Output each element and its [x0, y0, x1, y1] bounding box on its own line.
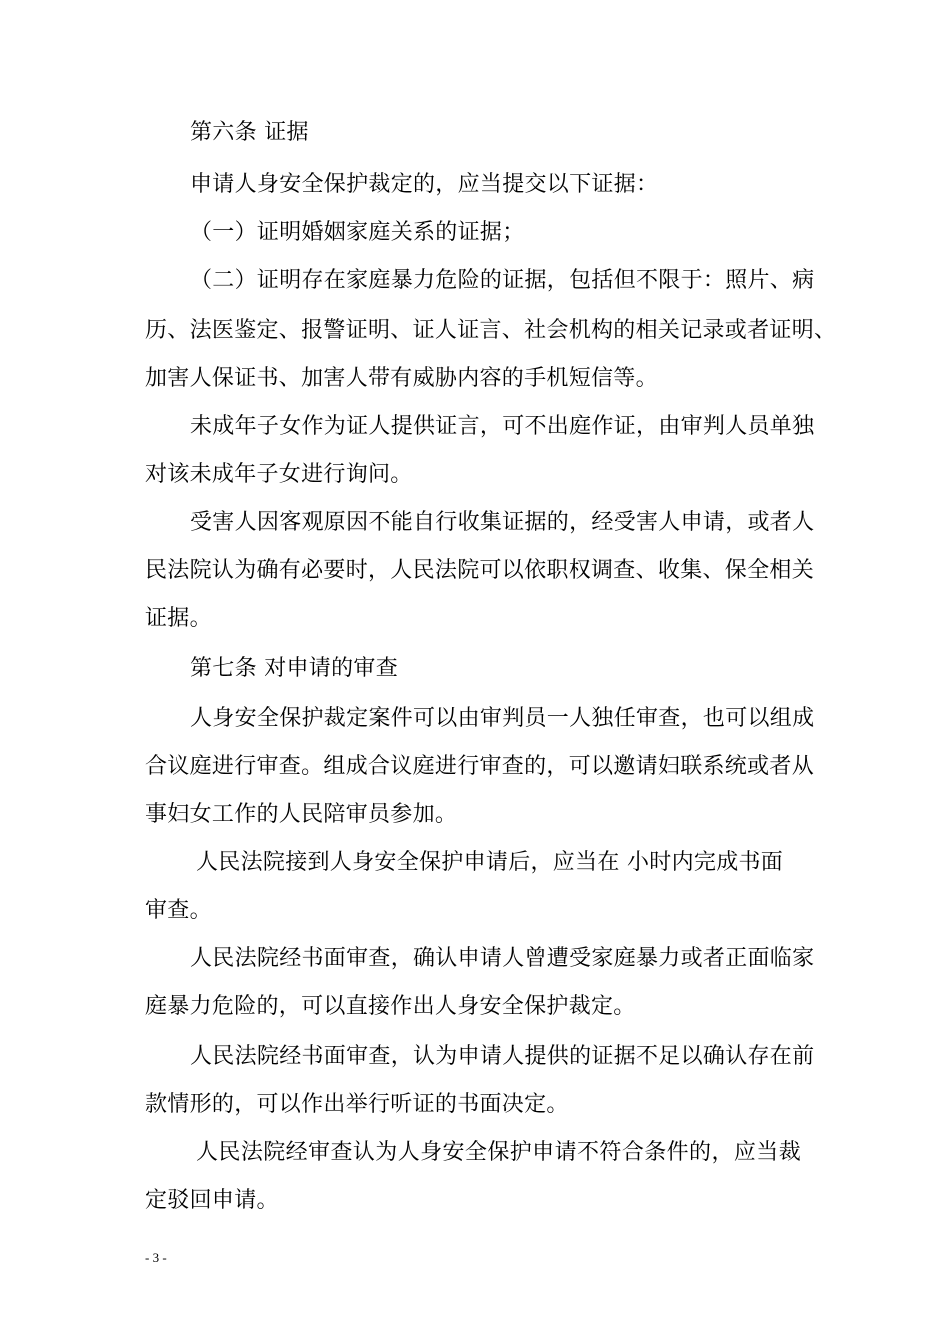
- paragraph-line: 人民法院经审查认为人身安全保护申请不符合条件的，应当裁: [196, 1140, 801, 1165]
- page-number: - 3 -: [145, 1250, 167, 1265]
- paragraph-line: （二）证明存在家庭暴力危险的证据，包括但不限于：照片、病: [190, 268, 815, 293]
- paragraph-line: 定驳回申请。: [145, 1188, 279, 1213]
- paragraph-line: （一）证明婚姻家庭关系的证据；: [190, 220, 525, 245]
- paragraph-line: 受害人因客观原因不能自行收集证据的，经受害人申请，或者人: [190, 510, 815, 535]
- article-7-heading: 第七条 对申请的审查: [190, 656, 398, 681]
- paragraph-line: 审查。: [145, 898, 212, 923]
- paragraph-line: 事妇女工作的人民陪审员参加。: [145, 802, 458, 827]
- paragraph-line: 人民法院接到人身安全保护申请后，应当在 小时内完成书面: [196, 850, 784, 875]
- paragraph-line: 加害人保证书、加害人带有威胁内容的手机短信等。: [145, 366, 658, 391]
- paragraph-line: 人身安全保护裁定案件可以由审判员一人独任审查，也可以组成: [190, 706, 815, 731]
- paragraph-line: 庭暴力危险的，可以直接作出人身安全保护裁定。: [145, 994, 636, 1019]
- paragraph-line: 民法院认为确有必要时，人民法院可以依职权调查、收集、保全相关: [145, 558, 815, 583]
- paragraph-line: 未成年子女作为证人提供证言，可不出庭作证，由审判人员单独: [190, 414, 815, 439]
- paragraph-line: 对该未成年子女进行询问。: [145, 462, 413, 487]
- paragraph-line: 款情形的，可以作出举行听证的书面决定。: [145, 1092, 569, 1117]
- paragraph-line: 合议庭进行审查。组成合议庭进行审查的，可以邀请妇联系统或者从: [145, 754, 815, 779]
- paragraph-line: 人民法院经书面审查，确认申请人曾遭受家庭暴力或者正面临家: [190, 946, 815, 971]
- paragraph-line: 历、法医鉴定、报警证明、证人证言、社会机构的相关记录或者证明、: [145, 318, 837, 343]
- paragraph-line: 证据。: [145, 606, 212, 631]
- paragraph-line: 申请人身安全保护裁定的，应当提交以下证据：: [190, 172, 659, 197]
- article-6-heading: 第六条 证据: [190, 120, 309, 145]
- paragraph-line: 人民法院经书面审查，认为申请人提供的证据不足以确认存在前: [190, 1044, 815, 1069]
